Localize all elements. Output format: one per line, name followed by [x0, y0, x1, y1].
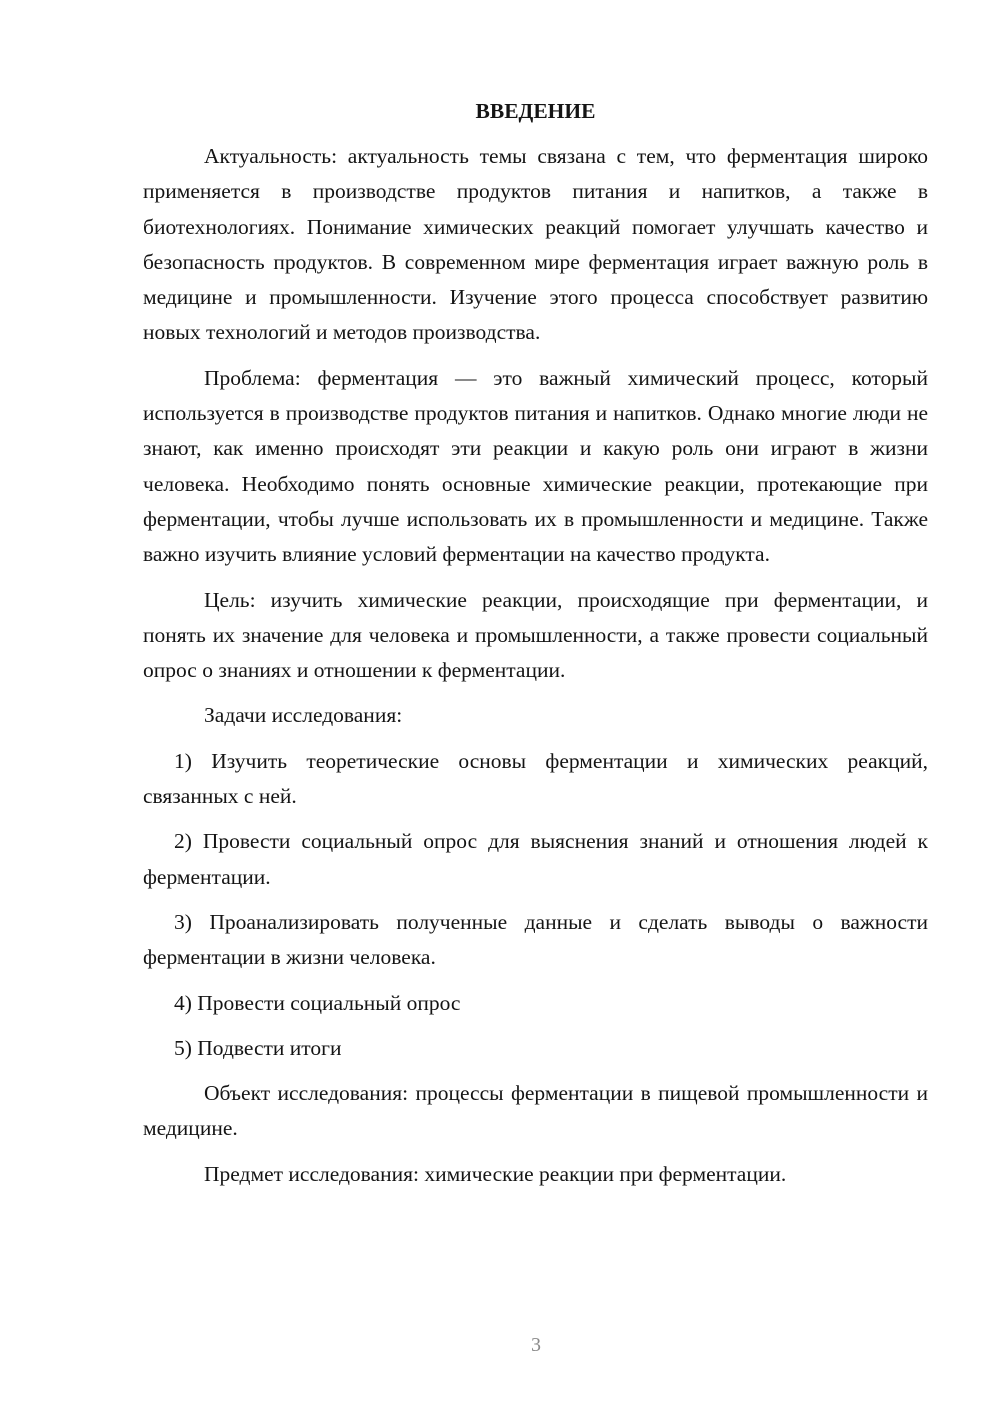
page-number: 3: [531, 1334, 541, 1356]
task-item-1: 1) Изучить теоретические основы ферментации и химических реакций, связанных с ней.: [143, 748, 928, 809]
goal-paragraph: Цель: изучить химические реакции, происходящие при ферментации, и понять их значение для человека и промышленности, а также провести социальный опрос о знаниях и отношении к ферментации.: [143, 587, 928, 683]
task-item-4: 4) Провести социальный опрос: [174, 990, 461, 1015]
research-subject-paragraph: Предмет исследования: химические реакции при ферментации.: [204, 1161, 787, 1186]
research-object-paragraph: Объект исследования: процессы ферментации в пищевой промышленности и медицине.: [143, 1081, 928, 1141]
problem-paragraph: Проблема: ферментация — это важный химический процесс, который используется в производстве продуктов питания и напитков. Однако многие люди не знают, как именно происходят эти реакции и какую роль они играют в жизни человека. Необходимо понять основные химические реакции, протекающие при ферментации, чтобы лучше использовать их в промышленности и медицине. Также важно изучить влияние условий ферментации на качество продукта.: [143, 365, 928, 567]
section-heading: ВВЕДЕНИЕ: [475, 99, 596, 123]
relevance-paragraph: Актуальность: актуальность темы связана с тем, что ферментация широко применяется в производстве продуктов питания и напитков, а также в биотехнологиях. Понимание химических реакций помогает улучшать качество и безопасность продуктов. В современном мире ферментация играет важную роль в медицине и промышленности. Изучение этого процесса способствует развитию новых технологий и методов производства.: [143, 144, 928, 345]
task-item-3: 3) Проанализировать полученные данные и сделать выводы о важности ферментации в жизни человека.: [143, 909, 928, 970]
task-item-5: 5) Подвести итоги: [174, 1035, 342, 1060]
task-item-2: 2) Провести социальный опрос для выяснения знаний и отношения людей к ферментации.: [143, 829, 928, 889]
tasks-title: Задачи исследования:: [204, 703, 403, 728]
page-content: [143, 95, 928, 1202]
